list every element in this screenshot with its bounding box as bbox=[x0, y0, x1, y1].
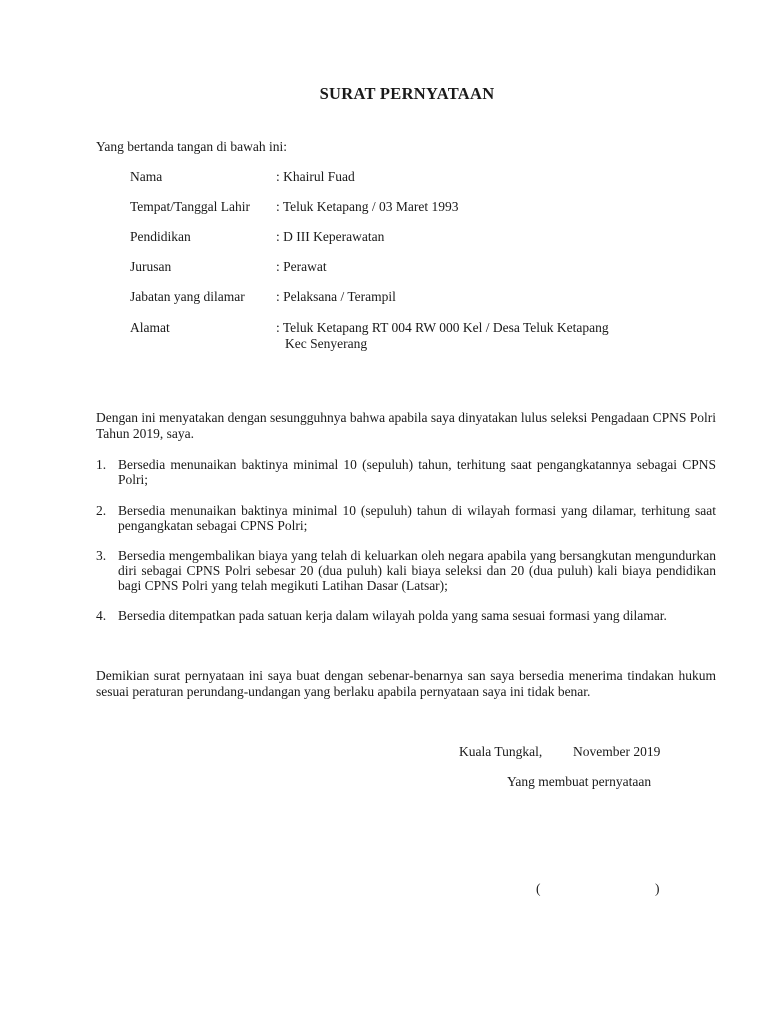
statement-paragraph: Dengan ini menyatakan dengan sesungguhnya bahwa apabila saya dinyatakan lulus seleksi Pengadaan CPNS Polri Tahun 2019, saya. bbox=[96, 410, 716, 441]
list-text: Bersedia menunaikan baktinya minimal 10 (sepuluh) tahun di wilayah formasi yang dilamar, terhitung saat pengangkatan sebagai CPNS Polri; bbox=[118, 503, 716, 533]
signature-close-paren: ) bbox=[655, 881, 660, 896]
field-value-jurusan: : Perawat bbox=[276, 259, 327, 274]
list-number: 4. bbox=[96, 608, 107, 623]
list-text: Bersedia mengembalikan biaya yang telah di keluarkan oleh negara apabila yang bersangkutan mengundurkan diri sebagai CPNS Polri sebesar 20 (dua puluh) kali biaya seleksi dan 20 (dua puluh) kali biaya pendidikan bagi CPNS Polri yang telah megikuti Latihan Dasar (Latsar); bbox=[118, 548, 716, 593]
field-label-pendidikan: Pendidikan bbox=[130, 229, 191, 244]
alamat-line-2: Kec Senyerang bbox=[285, 336, 368, 351]
field-label-jurusan: Jurusan bbox=[130, 259, 172, 274]
document-title: SURAT PERNYATAAN bbox=[319, 84, 495, 103]
list-item bbox=[96, 457, 716, 487]
list-text: Bersedia menunaikan baktinya minimal 10 (sepuluh) tahun, terhitung saat pengangkatannya sebagai CPNS Polri; bbox=[118, 457, 716, 487]
field-label-ttl: Tempat/Tanggal Lahir bbox=[130, 199, 250, 214]
field-label-alamat: Alamat bbox=[130, 320, 170, 335]
list-item bbox=[96, 608, 716, 623]
list-number: 3. bbox=[96, 548, 107, 563]
date-text: November 2019 bbox=[573, 744, 661, 759]
list-item bbox=[96, 548, 716, 593]
list-number: 2. bbox=[96, 503, 107, 518]
list-item bbox=[96, 503, 716, 533]
place-text: Kuala Tungkal, bbox=[459, 744, 543, 759]
alamat-line-1: : Teluk Ketapang RT 004 RW 000 Kel / Desa Teluk Ketapang bbox=[276, 320, 609, 335]
list-text: Bersedia ditempatkan pada satuan kerja dalam wilayah polda yang sama sesuai formasi yang dilamar. bbox=[118, 608, 667, 623]
signer-label: Yang membuat pernyataan bbox=[507, 774, 652, 789]
field-label-nama: Nama bbox=[130, 169, 163, 184]
field-value-nama: : Khairul Fuad bbox=[276, 169, 355, 184]
field-label-jabatan: Jabatan yang dilamar bbox=[130, 289, 245, 304]
list-number: 1. bbox=[96, 457, 107, 472]
closing-paragraph: Demikian surat pernyataan ini saya buat dengan sebenar-benarnya san saya bersedia menerima tindakan hukum sesuai peraturan perundang-undangan yang berlaku apabila pernyataan saya ini tidak benar. bbox=[96, 668, 716, 699]
field-value-alamat bbox=[276, 320, 609, 352]
field-value-pendidikan: : D III Keperawatan bbox=[276, 229, 385, 244]
signature-open-paren: ( bbox=[536, 881, 541, 896]
intro-text: Yang bertanda tangan di bawah ini: bbox=[96, 139, 287, 154]
field-value-jabatan: : Pelaksana / Terampil bbox=[276, 289, 396, 304]
field-value-ttl: : Teluk Ketapang / 03 Maret 1993 bbox=[276, 199, 459, 214]
